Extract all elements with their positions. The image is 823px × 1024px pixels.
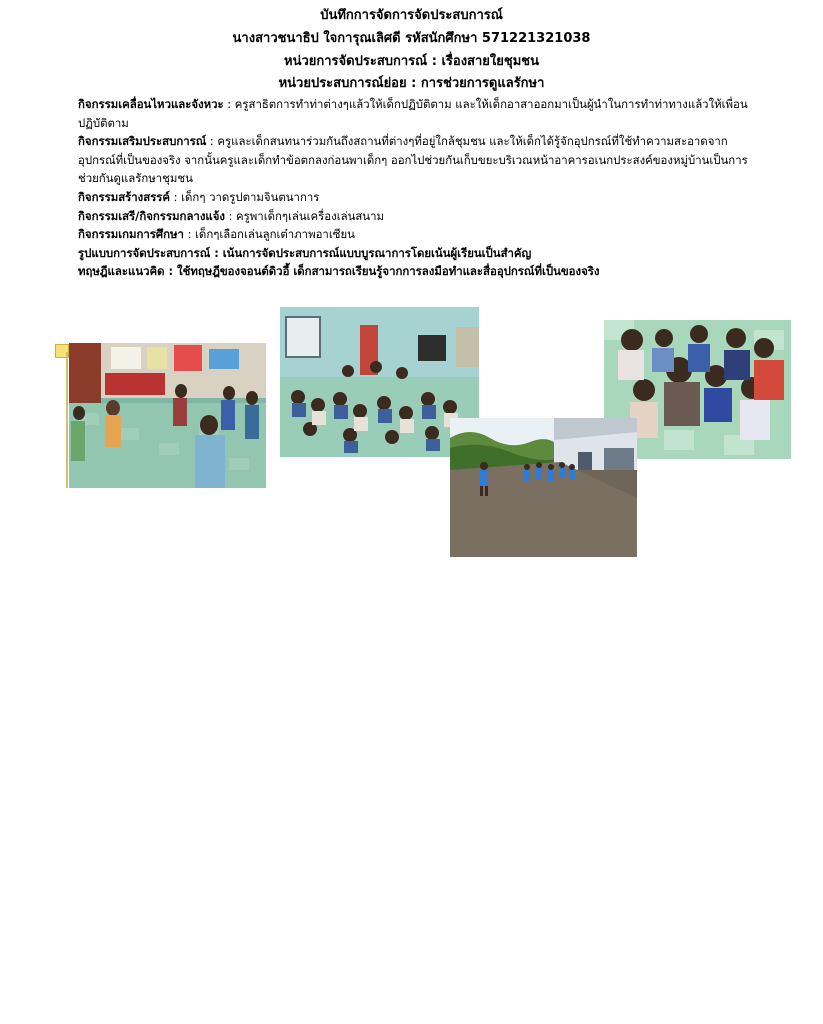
activity-label: กิจกรรมสร้างสรรค์ xyxy=(78,189,171,204)
activity-text: : เด็กๆเลือกเล่นลูกเต๋าภาพอาเซียน xyxy=(183,227,355,242)
activity-edu-game xyxy=(78,225,758,244)
activity-label: ทฤษฎีและแนวคิด xyxy=(78,264,165,279)
activity-label: กิจกรรมเกมการศึกษา xyxy=(78,227,184,242)
activity-free-play xyxy=(78,207,758,226)
author-line: นางสาวชนาธิป ใจการุณเลิศดี รหัสนักศึกษา 571221321038 xyxy=(232,31,591,46)
activity-text: : ครูพาเด็กๆเล่นเครื่องเล่นสนาม xyxy=(224,208,384,223)
subunit-line: หน่วยประสบการณ์ย่อย : การช่วยการดูแลรักษา xyxy=(278,76,545,91)
activity-label: รูปแบบการจัดประสบการณ์ xyxy=(78,245,211,260)
unit-line: หน่วยการจัดประสบการณ์ : เรื่องสายใยชุมชน xyxy=(284,54,539,69)
activity-movement xyxy=(78,95,758,132)
activity-text: : ครูสาธิตการทำท่าต่างๆแล้วให้เด็กปฏิบัติตาม และให้เด็กอาสาออกมาเป็นผู้นำในการทำท่าทางแล้วให้เพื่อนปฏิบัติตาม xyxy=(78,97,748,130)
activity-text: : ใช้ทฤษฎีของจอนต์ดิวอี้ เด็กสามารถเรียนรู้จากการลงมือทำและสื่ออุปกรณ์ที่เป็นของจริง xyxy=(164,264,600,279)
activity-label: กิจกรรมเสริมประสบการณ์ xyxy=(78,134,207,149)
activity-list xyxy=(78,95,758,281)
village-road-walk-photo xyxy=(450,418,637,557)
activity-enrichment xyxy=(78,132,758,188)
activity-text: : ครูและเด็กสนทนาร่วมกันถึงสถานที่ต่างๆที่อยู่ใกล้ชุมชน และให้เด็กได้รู้จักอุปกรณ์ที่ใช้ทำความสะอาดจากอุปกรณ์ที่เป็นของจริง จากนั้นครูและเด็กทำข้อตกลงก่อนพาเด็กๆ ออกไปช่วยกันเก็บขยะบริเวณหน้าอาคารอเนกประสงค์ของหมู่บ้านเป็นการช่วยกันดูแลรักษาชุมชน xyxy=(78,134,748,186)
activity-text: : เด็กๆ วาดรูปตามจินตนาการ xyxy=(170,189,320,204)
note-connector xyxy=(66,352,68,488)
activity-format xyxy=(78,244,758,263)
activity-theory xyxy=(78,262,758,281)
activity-label: กิจกรรมเคลื่อนไหวและจังหวะ xyxy=(78,97,224,111)
activity-creative xyxy=(78,188,758,207)
activity-label: กิจกรรมเสรี/กิจกรรมกลางแจ้ง xyxy=(78,208,225,223)
activity-text: : เน้นการจัดประสบการณ์แบบบูรณาการโดยเน้นผู้เรียนเป็นสำคัญ xyxy=(210,245,532,260)
document-title: บันทึกการจัดการจัดประสบการณ์ xyxy=(320,8,503,23)
classroom-movement-photo xyxy=(69,343,266,488)
